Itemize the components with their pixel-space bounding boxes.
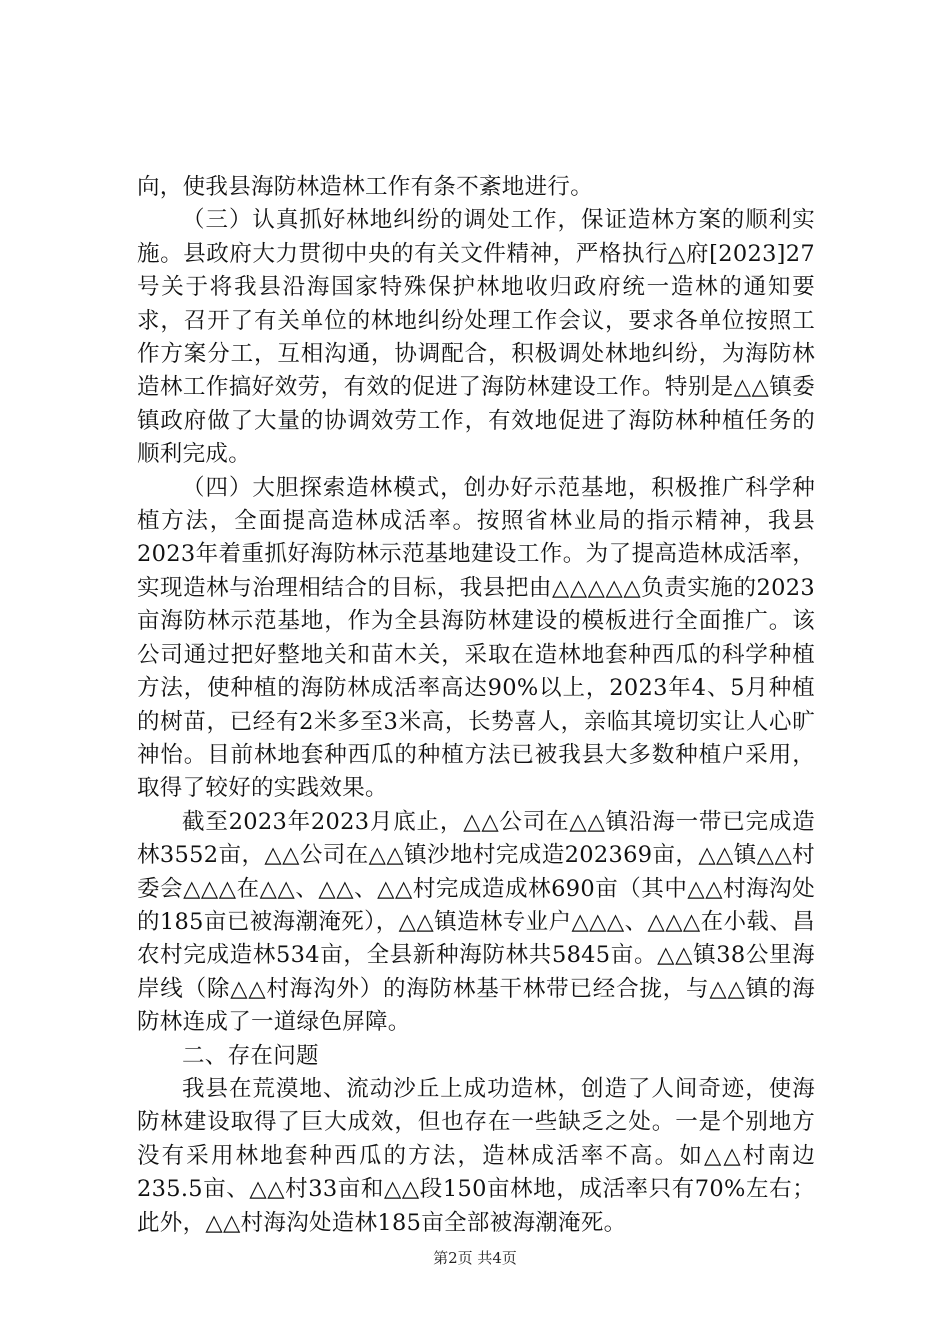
paragraph-continuation: 向，使我县海防林造林工作有条不紊地进行。 <box>137 174 594 200</box>
paragraph-problems: 我县在荒漠地、流动沙丘上成功造林，创造了人间奇迹，使海防林建设取得了巨大成效，但也存在一些缺乏之处。一是个别地方没有采用林地套种西瓜的方法，造林成活率不高。如△△村南边235.5亩、△△村33亩和△△段150亩林地，成活率只有70%左右；此外，△△村海沟处造林185亩全部被海潮淹死。 <box>137 1075 815 1236</box>
page-number-label: 第2页 共4页 <box>433 1249 517 1267</box>
page-footer <box>0 1248 950 1268</box>
paragraph-section-four: （四）大胆探索造林模式，创办好示范基地，积极推广科学种植方法，全面提高造林成活率。按照省林业局的指示精神，我县2023年着重抓好海防林示范基地建设工作。为了提高造林成活率，实现造林与治理相结合的目标，我县把由△△△△△负责实施的2023亩海防林示范基地，作为全县海防林建设的模板进行全面推广。该公司通过把好整地关和苗木关，采取在造林地套种西瓜的科学种植方法，使种植的海防林成活率高达90%以上，2023年4、5月种植的树苗，已经有2米多至3米高，长势喜人，亲临其境切实让人心旷神怡。目前林地套种西瓜的种植方法已被我县大多数种植户采用，取得了较好的实践效果。 <box>137 474 815 802</box>
section-heading-problems: 二、存在问题 <box>182 1042 319 1069</box>
paragraph-progress-summary: 截至2023年2023月底止，△△公司在△△镇沿海一带已完成造林3552亩，△△公司在△△镇沙地村完成造202369亩，△△镇△△村委会△△△在△△、△△、△△村完成造成林690亩（其中△△村海沟处的185亩已被海潮淹死），△△镇造林专业户△△△、△△△在小载、昌农村完成造林534亩，全县新种海防林共5845亩。△△镇38公里海岸线（除△△村海沟外）的海防林基干林带已经合拢，与△△镇的海防林连成了一道绿色屏障。 <box>137 808 815 1036</box>
paragraph-section-three: （三）认真抓好林地纠纷的调处工作，保证造林方案的顺利实施。县政府大力贯彻中央的有关文件精神，严格执行△府[2023]27号关于将我县沿海国家特殊保护林地收归政府统一造林的通知要求，召开了有关单位的林地纠纷处理工作会议，要求各单位按照工作方案分工，互相沟通，协调配合，积极调处林地纠纷，为海防林造林工作搞好效劳，有效的促进了海防林建设工作。特别是△△镇委镇政府做了大量的协调效劳工作，有效地促进了海防林种植任务的顺利完成。 <box>137 207 815 468</box>
document-body <box>137 171 815 1240</box>
